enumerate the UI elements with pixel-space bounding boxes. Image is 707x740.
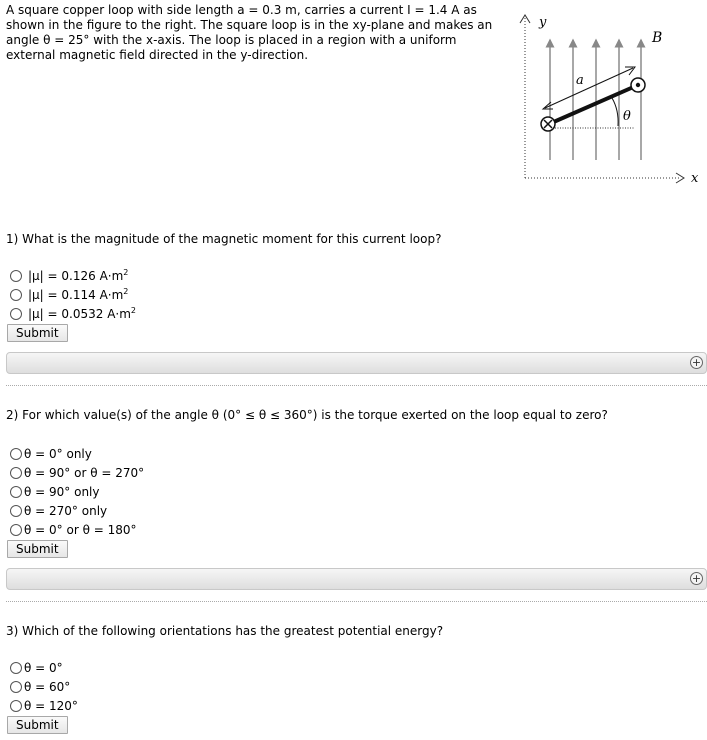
radio-button[interactable]	[10, 505, 22, 517]
y-axis-label: y	[539, 15, 547, 30]
q3-option-2[interactable]	[10, 678, 70, 696]
option-label: θ = 90° or θ = 270°	[24, 466, 145, 480]
q2-option-1[interactable]	[10, 445, 92, 463]
question-3-prompt: 3) Which of the following orientations has the greatest potential energy?	[6, 624, 444, 638]
angle-arc	[612, 98, 618, 126]
angle-label: θ	[623, 109, 631, 124]
current-into-page-icon	[541, 117, 555, 131]
radio-button[interactable]	[10, 486, 22, 498]
x-axis-arrow-icon	[676, 173, 684, 183]
question-2-prompt: 2) For which value(s) of the angle θ (0° ≤ θ ≤ 360°) is the torque exerted on the loop equal to zero?	[6, 408, 608, 422]
option-label: θ = 270° only	[24, 504, 108, 518]
radio-button[interactable]	[10, 448, 22, 460]
option-label: |μ| = 0.126 $A\cdot m^2$	[28, 268, 129, 283]
side-length-label: a	[576, 73, 584, 88]
intro-line-2: shown in the figure to the right. The square loop is in the xy-plane and makes an	[6, 18, 493, 32]
side-length-arrow	[545, 68, 633, 108]
q1-option-1[interactable]	[10, 267, 128, 285]
intro-line-3: angle θ = 25° with the x-axis. The loop is placed in a region with a uniform	[6, 33, 457, 47]
option-label: θ = 120°	[24, 699, 78, 713]
radio-button[interactable]	[10, 662, 22, 674]
intro-line-1: A square copper loop with side length a = 0.3 m, carries a current I = 1.4 A as	[6, 3, 477, 17]
problem-statement	[6, 3, 496, 63]
option-label: θ = 0°	[24, 661, 63, 675]
x-axis-label: x	[691, 171, 699, 186]
divider	[6, 601, 707, 602]
divider	[6, 385, 707, 386]
option-label: θ = 90° only	[24, 485, 100, 499]
q1-option-2[interactable]	[10, 286, 128, 304]
radio-button[interactable]	[10, 700, 22, 712]
question-1-prompt: 1) What is the magnitude of the magnetic moment for this current loop?	[6, 232, 442, 246]
option-label: |μ| = 0.114 $A\cdot m^2$	[28, 287, 129, 302]
q2-option-3[interactable]	[10, 483, 100, 501]
q3-option-3[interactable]	[10, 697, 78, 715]
plus-circle-icon[interactable]: +	[691, 356, 702, 369]
intro-line-4: external magnetic field directed in the y-direction.	[6, 48, 309, 62]
q2-option-2[interactable]	[10, 464, 144, 482]
radio-button[interactable]	[10, 681, 22, 693]
q1-option-3[interactable]	[10, 305, 136, 323]
option-label: θ = 60°	[24, 680, 71, 694]
radio-button[interactable]	[10, 524, 22, 536]
radio-button[interactable]	[10, 270, 22, 282]
q2-option-5[interactable]	[10, 521, 137, 539]
q2-option-4[interactable]	[10, 502, 107, 520]
field-label: B	[652, 30, 663, 46]
option-label: |μ| = 0.0532 $A\cdot m^2$	[28, 306, 137, 321]
radio-button[interactable]	[10, 467, 22, 479]
q1-submit-button[interactable]: Submit	[7, 324, 68, 342]
q1-hint-bar[interactable]	[6, 352, 707, 374]
plus-circle-icon[interactable]: +	[691, 572, 702, 585]
q3-submit-button[interactable]: Submit	[7, 716, 68, 734]
radio-button[interactable]	[10, 308, 22, 320]
radio-button[interactable]	[10, 289, 22, 301]
current-out-of-page-icon	[631, 78, 645, 92]
q2-submit-button[interactable]: Submit	[7, 540, 68, 558]
q3-option-1[interactable]	[10, 659, 63, 677]
option-label: θ = 0° or θ = 180°	[24, 523, 137, 537]
option-label: θ = 0° only	[24, 447, 92, 461]
loop-figure	[515, 10, 707, 190]
q2-hint-bar[interactable]	[6, 568, 707, 590]
